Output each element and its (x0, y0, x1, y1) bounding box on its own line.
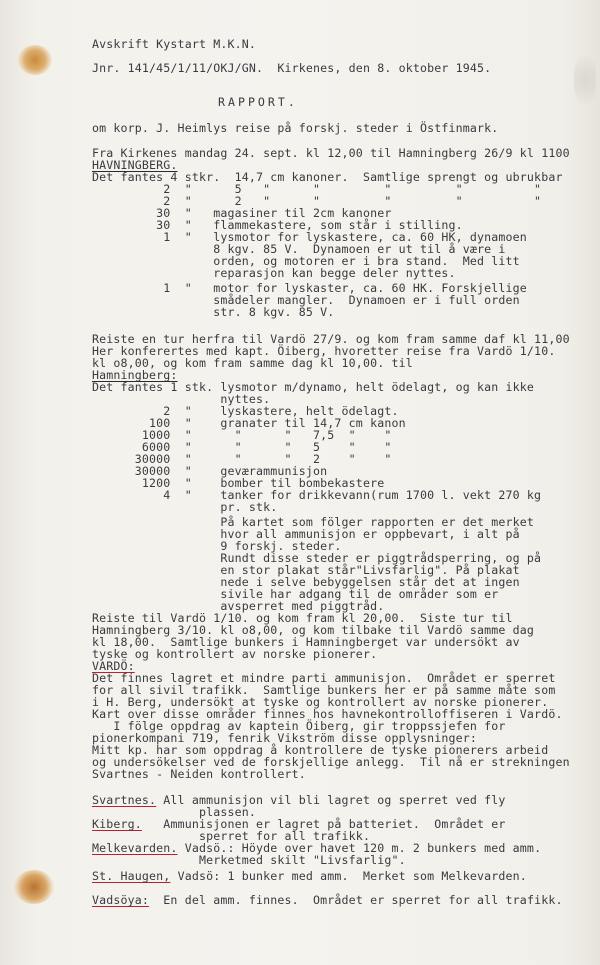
paragraph-line: tyske og kontrollert av norske pionerer. (92, 647, 378, 661)
paragraph-line: kl 18,00. Samtlige bunkers i Hamningberget var undersökt av (92, 635, 520, 649)
place-name: Vadsöya: (92, 893, 150, 907)
list-item: nede i selve bebyggelsen står det at ingen (92, 575, 520, 589)
list-item: reparasjon kan begge deler nyttes. (92, 266, 456, 280)
list-item: 100 " granater til 14,7 cm kanon (92, 416, 406, 430)
list-item: 1 " lysmotor for lyskastere, ca. 60 HK, dynamoen (92, 230, 527, 244)
place-cont: plassen. (92, 805, 256, 819)
paragraph-line: i H. Berg, undersökt at tyske og kontrollert av norske pionerer. (92, 695, 549, 709)
list-item: orden, og motoren er i bra stand. Med litt (92, 254, 520, 268)
place-name: Kiberg. (92, 817, 142, 831)
report-subject: om korp. J. Heimlys reise på forskj. steder i Östfinmark. (92, 121, 499, 135)
list-item: 30000 " " " 2 " " (92, 452, 392, 466)
place-name: Svartnes. (92, 793, 157, 807)
list-item: Det fantes 1 stk. lysmotor m/dynamo, helt ödelagt, og kan ikke (92, 380, 535, 394)
list-item: Det fantes 4 stkr. 14,7 cm kanoner. Samtlige sprengt og ubrukbar (92, 170, 563, 184)
section1-heading: HAVNINGBERG. (92, 158, 178, 172)
list-item: 30 " magasiner til 2cm kanoner (92, 206, 392, 220)
paragraph-line: Mitt kp. har som oppdrag å kontrollere de tyske pionerers arbeid (92, 743, 549, 757)
list-item: hvor all ammunisjon er oppbevart, i alt på (92, 527, 520, 541)
header-line-2: Jnr. 141/45/1/11/OKJ/GN. Kirkenes, den 8. oktober 1945. (92, 61, 492, 75)
list-item: På kartet som fölger rapporten er det merket (92, 515, 535, 529)
paragraph-line: Reiste en tur herfra til Vardö 27/9. og kom fram samme daf kl 11,00 (92, 332, 570, 346)
list-item: Rundt disse steder er piggtrådsperring, og på (92, 551, 542, 565)
list-item: avsperret med piggtråd. (92, 599, 385, 613)
paragraph-line: og undersökelser ved de forskjellige anlegg. Til nå er strekningen (92, 755, 570, 769)
vardo-heading: VARDÖ: (92, 659, 135, 673)
list-item: 9 forskj. steder. (92, 539, 342, 553)
list-item: nyttes. (92, 392, 271, 406)
place-text: All ammunisjon vil bli lagret og sperret ved fly (156, 793, 506, 807)
paragraph-line: pionerkompani 719, fenrik Vikström disse opplysninger: (92, 731, 478, 745)
list-item: 30 " flammekastere, som står i stilling. (92, 218, 463, 232)
paragraph-line: Her konferertes med kapt. Öiberg, hvoretter reise fra Vardö 1/10. (92, 344, 556, 358)
list-item: 4 " tanker for drikkevann(rum 1700 l. vekt 270 kg (92, 488, 542, 502)
list-item: 2 " 5 " " " " " (92, 182, 542, 196)
place-cont: sperret for all trafikk. (92, 829, 371, 843)
list-item: 2 " 2 " " " " " (92, 194, 542, 208)
place-text: Ammunisjonen er lagret på batteriet. Området er (141, 817, 506, 831)
place-cont: Merketmed skilt "Livsfarlig". (92, 853, 406, 867)
list-item: 1000 " " " 7,5 " " (92, 428, 392, 442)
list-item: 6000 " " " 5 " " (92, 440, 392, 454)
list-item: en stor plakat står"Livsfarlig". På plakat (92, 563, 520, 577)
list-item: 1200 " bomber til bombekastere (92, 476, 385, 490)
paragraph-line: Kart over disse områder finnes hos havnekontrolloffiseren i Vardö. (92, 707, 563, 721)
list-item: sivile har adgang til de områder som er (92, 587, 499, 601)
list-item: smådeler mangler. Dynamoen er i full orden (92, 293, 520, 307)
place-text: Vadsö: 1 bunker med amm. Merket som Melkevarden. (170, 869, 527, 883)
list-item: 2 " lyskastere, helt ödelagt. (92, 404, 399, 418)
header-line-1: Avskrift Kystart M.K.N. (92, 37, 256, 51)
paragraph-line: Svartnes - Neiden kontrollert. (92, 767, 306, 781)
list-item: str. 8 kgv. 85 V. (92, 305, 335, 319)
list-item: 1 " motor for lyskaster, ca. 60 HK. Forskjellige (92, 281, 527, 295)
paragraph-line: Det finnes lagret et mindre parti ammunisjon. Området er sperret (92, 671, 556, 685)
paragraph-line: I fölge oppdrag av kaptein Öiberg, gir troppssjefen for (92, 719, 506, 733)
paper-fold-shadow (574, 56, 596, 104)
rust-stain-bottom (14, 870, 54, 904)
paragraph-line: Hamningberg 3/10. kl o8,00, og kom tilbake til Vardö samme dag (92, 623, 535, 637)
rust-stain-top (18, 45, 52, 75)
place-text: En del amm. finnes. Området er sperret for all trafikk. (149, 893, 563, 907)
paragraph-line: kl o8,00, og kom fram samme dag kl 10,00. til (92, 356, 413, 370)
list-item: 8 kgv. 85 V. Dynamoen er ut til å være i (92, 242, 506, 256)
place-name: Melkevarden. (92, 841, 178, 855)
list-item: pr. stk. (92, 500, 278, 514)
paragraph-line: for all sivil trafikk. Samtlige bunkers her er på samme måte som (92, 683, 556, 697)
report-title: RAPPORT. (218, 95, 298, 109)
paragraph-line: Reiste til Vardö 1/10. og kom fram kl 20,00. Siste tur til (92, 611, 513, 625)
place-text: Vadsö.: Höyde over havet 120 m. 2 bunkers med amm. (177, 841, 542, 855)
section2-heading: Hamningberg: (92, 368, 178, 382)
list-item: 30000 " geværammunisjon (92, 464, 328, 478)
section1-intro: Fra Kirkenes mandag 24. sept. kl 12,00 til Hamningberg 26/9 kl 1100 (92, 146, 570, 160)
place-name: St. Haugen, (92, 869, 171, 883)
